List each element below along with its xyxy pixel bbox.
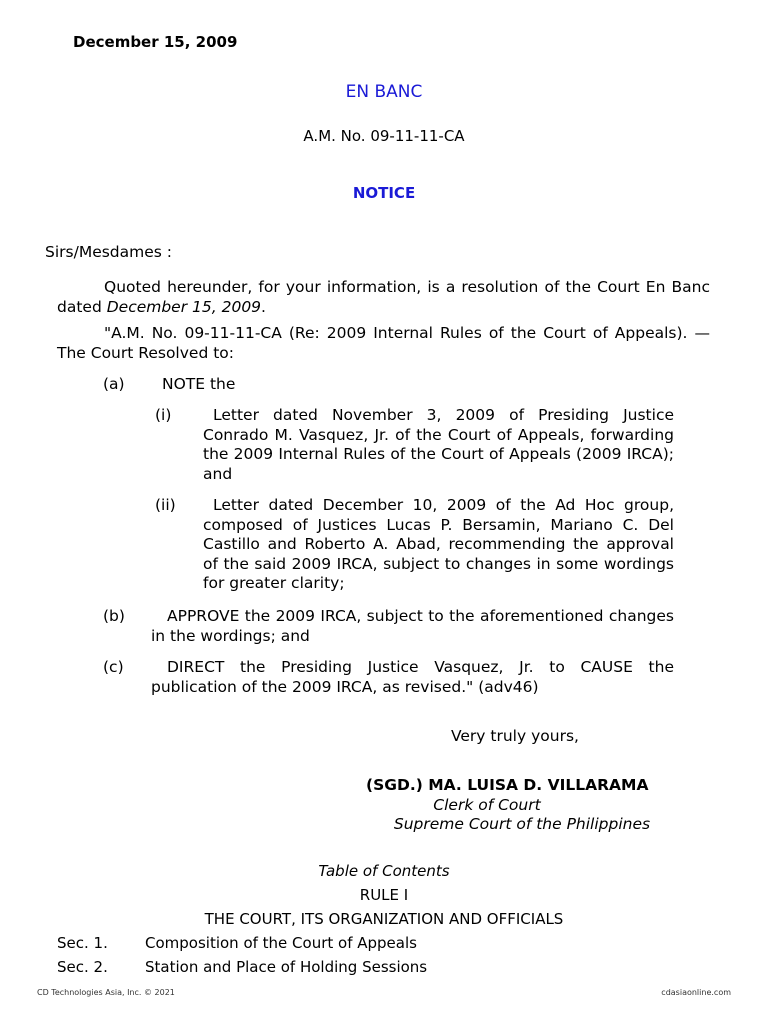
item-a-label: (a) xyxy=(103,375,125,393)
division-heading: EN BANC xyxy=(345,82,423,102)
section-number: Sec. 1. xyxy=(57,934,108,952)
toc-title: Table of Contents xyxy=(318,862,450,880)
document-date: December 15, 2009 xyxy=(73,33,238,51)
item-b-label: (b) xyxy=(103,607,125,625)
closing: Very truly yours, xyxy=(451,727,579,745)
item-ii-text xyxy=(203,496,674,594)
intro-paragraph xyxy=(57,278,710,317)
item-c-text: DIRECT the Presiding Justice Vasquez, Jr. to CAUSE the publication of the 2009 IRCA, as revised." (adv46) xyxy=(151,658,674,696)
toc-section[interactable] xyxy=(57,934,417,952)
signatory-title: Clerk of Court xyxy=(433,796,541,814)
footer-site: cdasiaonline.com xyxy=(661,988,731,997)
case-number: A.M. No. 09-11-11-CA xyxy=(303,127,465,145)
section-number: Sec. 2. xyxy=(57,958,108,976)
footer-copyright: CD Technologies Asia, Inc. © 2021 xyxy=(37,988,175,997)
item-c-label: (c) xyxy=(103,658,124,676)
section-title: Station and Place of Holding Sessions xyxy=(145,958,428,976)
item-a-text: NOTE the xyxy=(162,375,236,393)
item-ii-body: Letter dated December 10, 2009 of the Ad Hoc group, composed of Justices Lucas P. Bersamin, Mariano C. Del Castillo and Roberto A. Abad, recommending the approval of the said 2009 IRCA, subject to changes in some wordings for greater clarity; xyxy=(203,496,674,592)
notice-heading: NOTICE xyxy=(352,184,416,202)
item-i-text xyxy=(203,406,674,484)
item-ii-label: (ii) xyxy=(155,496,176,514)
rule-heading: RULE I xyxy=(359,886,409,904)
intro-text: Quoted hereunder, for your information, is a resolution of the Court En Banc dated xyxy=(57,278,710,316)
item-i-body: Letter dated November 3, 2009 of Presiding Justice Conrado M. Vasquez, Jr. of the Court of Appeals, forwarding the 2009 Internal Rules of the Court of Appeals (2009 IRCA); and xyxy=(203,406,674,483)
signatory-name: (SGD.) MA. LUISA D. VILLARAMA xyxy=(366,776,649,794)
resolution-intro xyxy=(57,324,710,363)
resolution-intro-text: "A.M. No. 09-11-11-CA (Re: 2009 Internal Rules of the Court of Appeals). — The Court Resolved to: xyxy=(57,324,710,362)
intro-end: . xyxy=(261,297,266,316)
toc-section[interactable] xyxy=(57,958,427,976)
salutation: Sirs/Mesdames : xyxy=(45,243,172,261)
item-i-label: (i) xyxy=(155,406,172,424)
rule-title: THE COURT, ITS ORGANIZATION AND OFFICIALS xyxy=(204,910,564,928)
section-title: Composition of the Court of Appeals xyxy=(145,934,417,952)
intro-date: December 15, 2009 xyxy=(106,297,262,316)
signatory-office: Supreme Court of the Philippines xyxy=(393,815,651,833)
item-b-text: APPROVE the 2009 IRCA, subject to the aforementioned changes in the wordings; and xyxy=(151,607,674,645)
